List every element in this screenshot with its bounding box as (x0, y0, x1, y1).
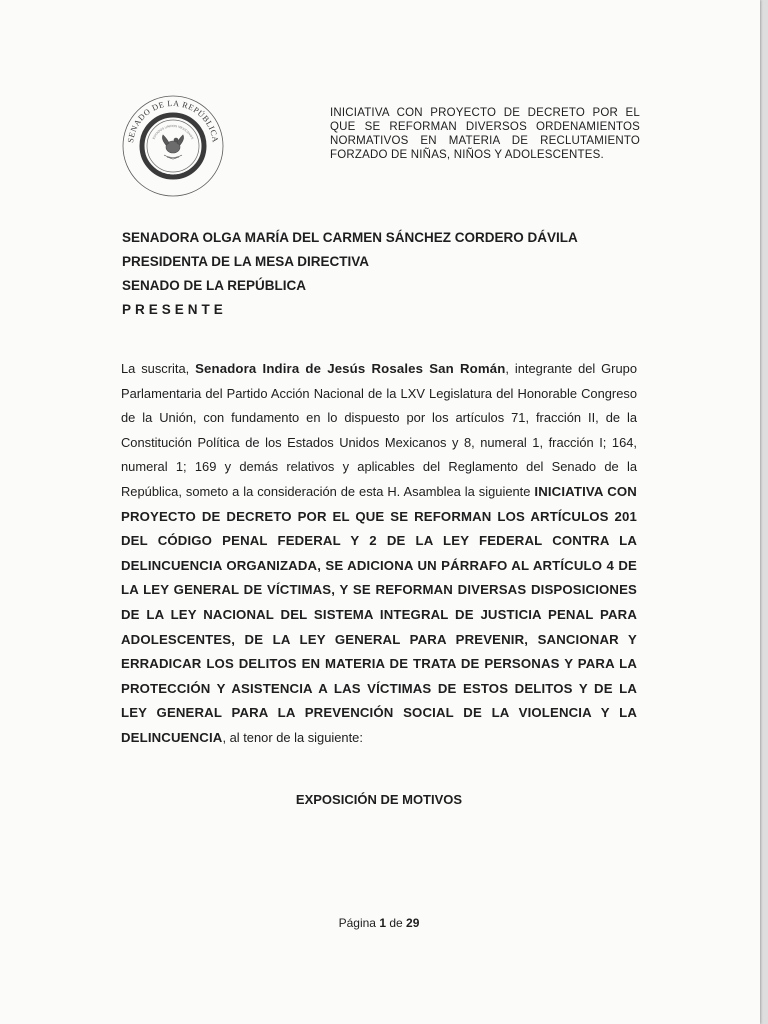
author-name: Senadora Indira de Jesús Rosales San Román (195, 361, 506, 376)
recipient-name: SENADORA OLGA MARÍA DEL CARMEN SÁNCHEZ CORDERO DÁVILA (122, 230, 578, 245)
body-intro: La suscrita, (121, 361, 196, 376)
svg-text:LXV LEGISLATURA (145, 162, 202, 181)
recipient-block (122, 226, 578, 322)
senate-seal-logo (120, 93, 226, 199)
seal-inner-text: ESTADOS UNIDOS MEXICANOS (151, 123, 195, 140)
initiative-header-title: INICIATIVA CON PROYECTO DE DECRETO POR EL QUE SE REFORMAN DIVERSOS ORDENAMIENTOS NORMATIVOS EN MATERIA DE RECLUTAMIENTO FORZADO DE NIÑAS, NIÑOS Y ADOLESCENTES. (330, 107, 640, 161)
body-paragraph (121, 357, 637, 751)
body-closing: , al tenor de la siguiente: (222, 729, 363, 745)
section-heading: EXPOSICIÓN DE MOTIVOS (295, 792, 463, 807)
recipient-institution: SENADO DE LA REPÚBLICA (122, 278, 307, 293)
recipient-position: PRESIDENTA DE LA MESA DIRECTIVA (122, 254, 370, 269)
page-number (121, 916, 637, 930)
page-separator: de (386, 916, 407, 930)
recipient-greeting: PRESENTE (122, 302, 227, 317)
svg-text:ESTADOS UNIDOS MEXICANOS (152, 124, 195, 140)
eagle-emblem-icon (162, 135, 183, 159)
page-prefix: Página (338, 916, 380, 930)
page-total: 29 (406, 916, 420, 930)
page-current: 1 (379, 916, 386, 930)
seal-ring-top-text: SENADO DE LA REPÚBLICA (126, 98, 220, 144)
initiative-title: INICIATIVA CON PROYECTO DE DECRETO POR EL QUE SE REFORMAN LOS ARTÍCULOS 201 DEL CÓDIGO PENAL FEDERAL Y 2 DE LA LEY FEDERAL CONTRA LA DELINCUENCIA ORGANIZADA, SE ADICIONA UN PÁRRAFO AL ARTÍCULO 4 DE LA LEY GENERAL DE VÍCTIMAS, Y SE REFORMAN DIVERSAS DISPOSICIONES DE LA LEY NACIONAL DEL SISTEMA INTEGRAL DE JUSTICIA PENAL PARA ADOLESCENTES, DE LA LEY GENERAL PARA PREVENIR, SANCIONAR Y ERRADICAR LOS DELITOS EN MATERIA DE TRATA DE PERSONAS Y PARA LA PROTECCIÓN Y ASISTENCIA A LAS VÍCTIMAS DE ESTOS DELITOS Y DE LA LEY GENERAL PARA LA PREVENCIÓN SOCIAL DE LA VIOLENCIA Y LA DELINCUENCIA (121, 483, 637, 745)
seal-ring-bottom-text: LXV LEGISLATURA (144, 161, 202, 181)
svg-text:SENADO DE LA REPÚBLICA (126, 99, 220, 143)
body-text: , integrante del Grupo Parlamentaria del Partido Acción Nacional de la LXV Legislatura del Honorable Congreso de la Unión, con fundamento en lo dispuesto por los artículos 71, fracción II, de la Constitución Política de los Estados Unidos Mexicanos y 8, numeral 1, fracción I; 164, numeral 1; 169 y demás relativos y aplicables del Reglamento del Senado de la República, someto a la consideración de esta H. Asamblea la siguiente (121, 361, 637, 499)
